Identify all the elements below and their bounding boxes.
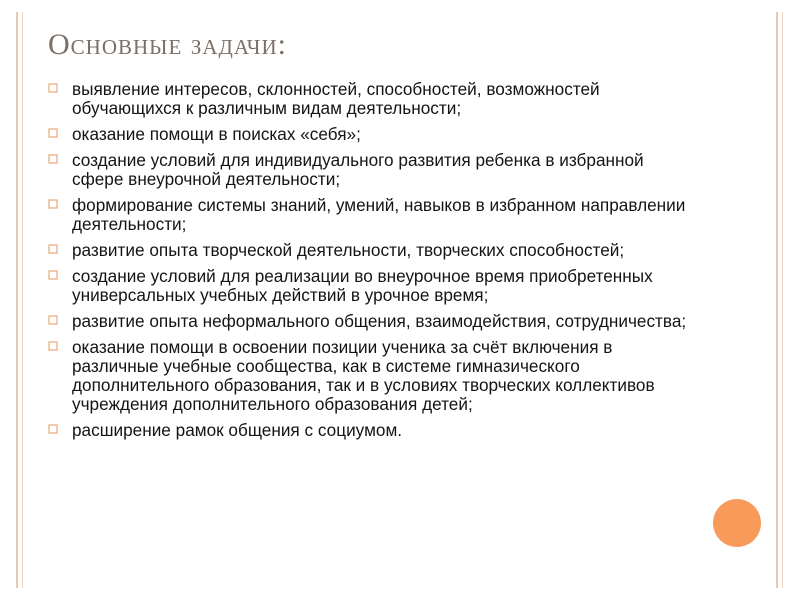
task-item-text: создание условий для индивидуального развития ребенка в избранной сфере внеурочной деятельности; (72, 150, 644, 189)
square-outline-bullet-icon (48, 83, 59, 94)
square-outline-bullet-icon (48, 199, 59, 210)
left-frame-line-inner (22, 12, 23, 588)
accent-circle (713, 499, 761, 547)
task-item (48, 421, 688, 440)
task-item-text: развитие опыта творческой деятельности, творческих способностей; (72, 240, 625, 260)
task-item-text: расширение рамок общения с социумом. (72, 420, 403, 440)
task-list (48, 80, 688, 447)
square-outline-bullet-icon (48, 244, 59, 255)
slide-title: Основные задачи: (48, 28, 287, 61)
right-frame-line-inner (782, 12, 783, 588)
task-item (48, 312, 688, 331)
task-item (48, 241, 688, 260)
task-item (48, 151, 688, 189)
square-outline-bullet-icon (48, 424, 59, 435)
task-item-text: выявление интересов, склонностей, способностей, возможностей обучающихся к различным видам деятельности; (72, 79, 600, 118)
square-outline-bullet-icon (48, 270, 59, 281)
task-item (48, 196, 688, 234)
task-item-text: развитие опыта неформального общения, взаимодействия, сотрудничества; (72, 311, 687, 331)
task-item-text: создание условий для реализации во внеурочное время приобретенных универсальных учебных действий в урочное время; (72, 266, 653, 305)
task-item-text: оказание помощи в освоении позиции ученика за счёт включения в различные учебные сообщества, как в системе гимназического дополнительного образования, так и в условиях творческих коллективов учреждения дополнительного образования детей; (72, 337, 655, 414)
task-item-text: формирование системы знаний, умений, навыков в избранном направлении деятельности; (72, 195, 686, 234)
square-outline-bullet-icon (48, 341, 59, 352)
task-item (48, 338, 688, 414)
square-outline-bullet-icon (48, 315, 59, 326)
task-item (48, 267, 688, 305)
left-frame-line (16, 12, 18, 588)
right-frame-line (776, 12, 778, 588)
task-item (48, 80, 688, 118)
square-outline-bullet-icon (48, 154, 59, 165)
task-item (48, 125, 688, 144)
task-item-text: оказание помощи в поисках «себя»; (72, 124, 361, 144)
square-outline-bullet-icon (48, 128, 59, 139)
